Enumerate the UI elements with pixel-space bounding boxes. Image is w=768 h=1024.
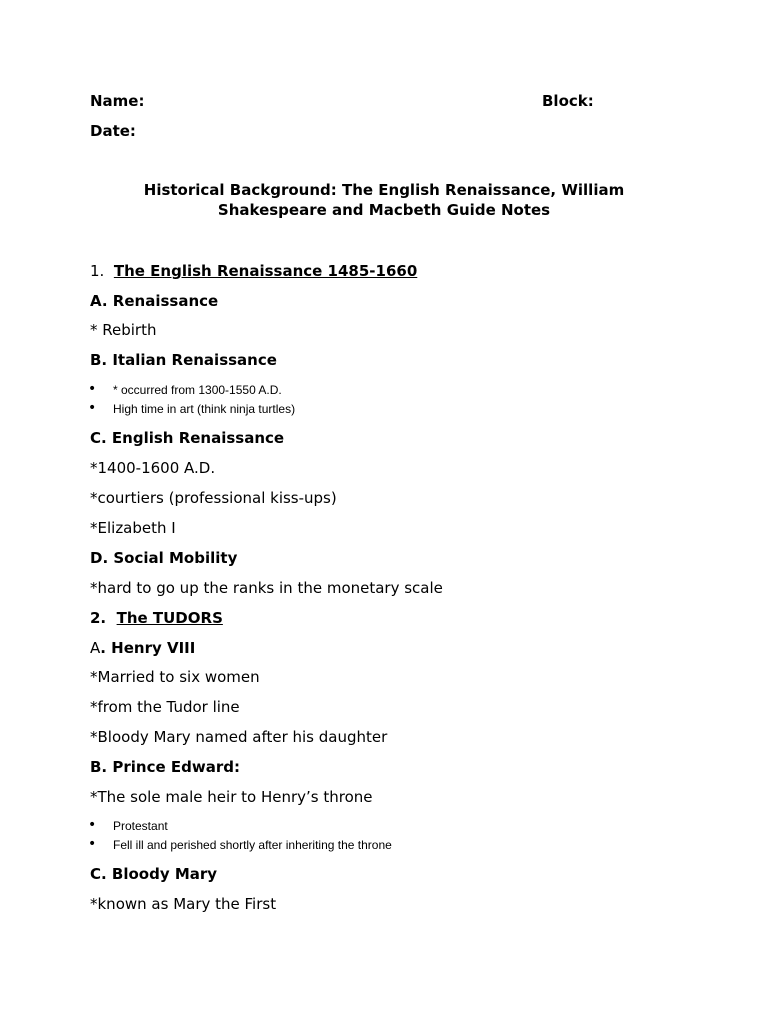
bullet-glyph: • bbox=[88, 381, 97, 397]
note-item: *Elizabeth I bbox=[90, 519, 176, 537]
section-1-heading bbox=[90, 261, 417, 281]
subheading-title: . Henry VIII bbox=[100, 639, 196, 657]
subheading-social-mobility: D. Social Mobility bbox=[90, 549, 238, 567]
subheading-bloody-mary: C. Bloody Mary bbox=[90, 865, 218, 883]
subheading-henry-viii bbox=[90, 638, 195, 658]
bullet-item: Fell ill and perished shortly after inheriting the throne bbox=[113, 838, 392, 852]
section-2-number: 2. bbox=[90, 609, 107, 627]
note-rebirth: * Rebirth bbox=[90, 321, 157, 339]
bullet-item: Protestant bbox=[113, 819, 168, 833]
bullet-item: * occurred from 1300-1550 A.D. bbox=[113, 383, 282, 397]
name-label: Name: bbox=[90, 92, 145, 110]
subheading-prince-edward: B. Prince Edward: bbox=[90, 758, 240, 776]
bullet-glyph: • bbox=[88, 817, 97, 833]
section-1-number: 1. bbox=[90, 262, 105, 280]
note-item: *known as Mary the First bbox=[90, 895, 277, 913]
note-item: *Married to six women bbox=[90, 668, 260, 686]
note-item: *1400-1600 A.D. bbox=[90, 459, 216, 477]
bullet-item: High time in art (think ninja turtles) bbox=[113, 402, 296, 416]
block-label: Block: bbox=[542, 92, 594, 110]
section-2-heading bbox=[90, 608, 223, 628]
document-title bbox=[90, 180, 678, 220]
subheading-letter: A bbox=[90, 639, 101, 657]
note-item: *courtiers (professional kiss-ups) bbox=[90, 489, 337, 507]
note-item: *from the Tudor line bbox=[90, 698, 240, 716]
date-label: Date: bbox=[90, 122, 136, 140]
title-line-2: Shakespeare and Macbeth Guide Notes bbox=[217, 201, 551, 219]
note-item: *hard to go up the ranks in the monetary scale bbox=[90, 579, 443, 597]
subheading-english-renaissance: C. English Renaissance bbox=[90, 429, 285, 447]
note-item: *The sole male heir to Henry’s throne bbox=[90, 788, 373, 806]
bullet-glyph: • bbox=[88, 836, 97, 852]
bullet-glyph: • bbox=[88, 400, 97, 416]
note-item: *Bloody Mary named after his daughter bbox=[90, 728, 388, 746]
subheading-italian-renaissance: B. Italian Renaissance bbox=[90, 351, 277, 369]
section-1-title: The English Renaissance 1485-1660 bbox=[113, 262, 418, 280]
title-line-1: Historical Background: The English Renaissance, William bbox=[143, 181, 625, 199]
subheading-renaissance: A. Renaissance bbox=[90, 292, 219, 310]
section-2-title: The TUDORS bbox=[116, 609, 223, 627]
